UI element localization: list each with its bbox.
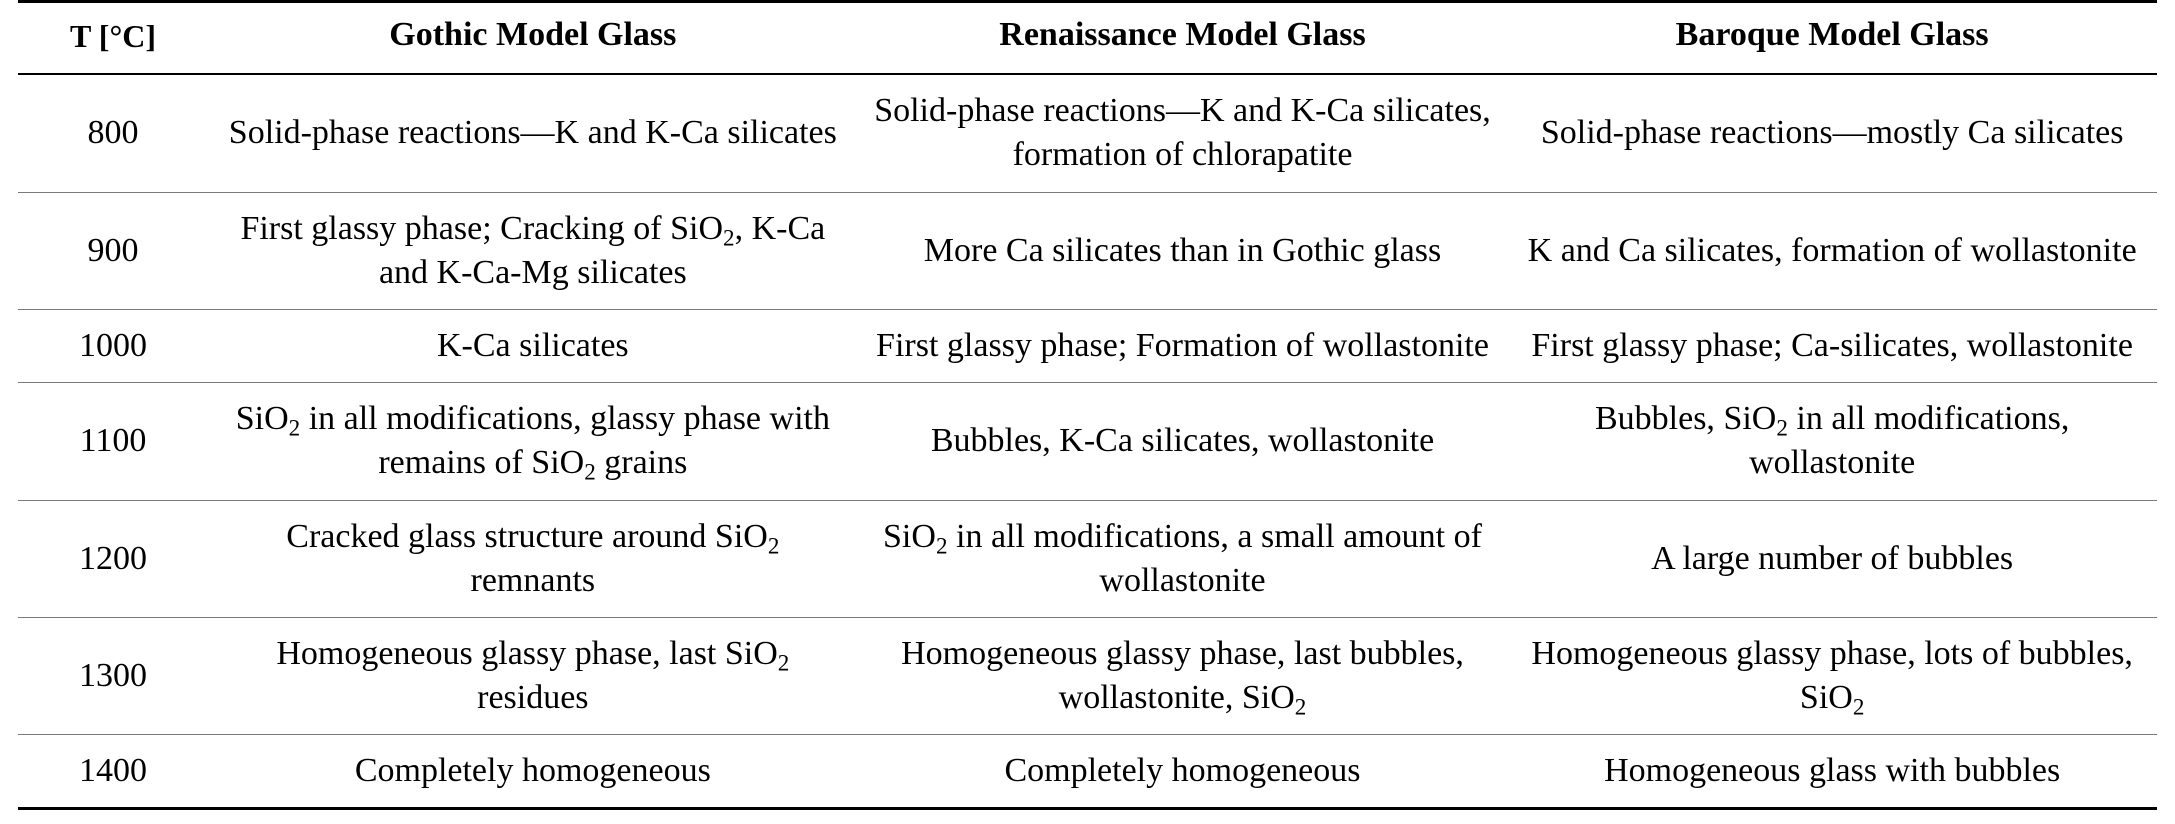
cell-renaissance-text: Bubbles, K-Ca silicates, wollastonite [930,422,1435,460]
cell-gothic-text: First glassy phase; Cracking of SiO$_2$, K-Ca and K-Ca-Mg silicates [240,209,826,291]
column-header-baroque [1507,2,2157,75]
cell-renaissance-text: Homogeneous glassy phase, last bubbles, wollastonite, SiO$_2$ [901,634,1464,721]
cell-gothic-text: Completely homogeneous [354,752,711,790]
cell-temperature-text: 1000 [79,326,147,364]
table-header [18,2,2157,75]
cell-gothic [208,617,858,734]
cell-renaissance-text: Solid-phase reactions—K and K-Ca silicates, formation of chlorapatite [874,92,1491,174]
cell-renaissance-text: First glassy phase; Formation of wollastonite [876,326,1489,364]
column-header-baroque-label: Baroque Model Glass [1675,16,1989,53]
column-header-temperature [18,2,208,75]
cell-gothic [208,735,858,809]
column-header-renaissance-label: Renaissance Model Glass [999,16,1366,53]
cell-temperature [18,74,208,192]
cell-baroque-text: K and Ca silicates, formation of wollastonite [1527,231,2137,269]
cell-temperature [18,383,208,500]
cell-gothic [208,192,858,309]
cell-baroque-text: Bubbles, SiO$_2$ in all modifications, wollastonite [1594,400,2070,482]
cell-renaissance [858,735,1508,809]
cell-gothic-text: Solid-phase reactions—K and K-Ca silicates [228,114,837,152]
cell-baroque [1507,309,2157,382]
cell-renaissance [858,192,1508,309]
table-body [18,74,2157,809]
table-row [18,735,2157,809]
column-header-gothic [208,2,858,75]
cell-baroque-text: Solid-phase reactions—mostly Ca silicates [1540,114,2124,152]
cell-baroque [1507,383,2157,500]
cell-gothic [208,383,858,500]
cell-renaissance-text: SiO$_2$ in all modifications, a small amount of wollastonite [883,517,1482,599]
cell-temperature-text: 800 [87,114,139,152]
cell-baroque [1507,617,2157,734]
cell-gothic-text: K-Ca silicates [437,326,629,364]
cell-temperature-text: 1400 [79,752,147,790]
cell-baroque [1507,74,2157,192]
table-row [18,192,2157,309]
cell-renaissance-text: Completely homogeneous [1004,752,1361,790]
cell-temperature [18,500,208,617]
table-row [18,500,2157,617]
table-row [18,74,2157,192]
cell-renaissance [858,500,1508,617]
cell-baroque [1507,735,2157,809]
cell-temperature [18,192,208,309]
cell-baroque-text: Homogeneous glass with bubbles [1604,752,2061,790]
cell-temperature [18,617,208,734]
cell-temperature-text: 1300 [79,656,147,694]
cell-renaissance [858,309,1508,382]
glass-phases-table [18,0,2157,810]
cell-baroque-text: First glassy phase; Ca-silicates, wollastonite [1531,326,2133,364]
cell-temperature-text: 1100 [79,422,147,460]
table-row [18,383,2157,500]
cell-gothic [208,500,858,617]
cell-gothic [208,309,858,382]
table-row [18,309,2157,382]
table-header-row [18,2,2157,75]
column-header-temperature-label: T [°C] [70,17,156,54]
cell-renaissance [858,617,1508,734]
cell-renaissance [858,383,1508,500]
cell-renaissance [858,74,1508,192]
cell-gothic-text: Cracked glass structure around SiO$_2$ remnants [286,517,780,599]
column-header-gothic-label: Gothic Model Glass [389,16,677,53]
cell-temperature [18,735,208,809]
cell-baroque [1507,500,2157,617]
cell-baroque-text: A large number of bubbles [1651,539,2014,577]
cell-temperature-text: 900 [87,231,139,269]
column-header-renaissance [858,2,1508,75]
cell-baroque-text: Homogeneous glassy phase, lots of bubbles, SiO$_2$ [1531,634,2133,721]
cell-renaissance-text: More Ca silicates than in Gothic glass [923,231,1442,269]
table-row [18,617,2157,734]
cell-gothic-text: SiO$_2$ in all modifications, glassy phase with remains of SiO$_2$ grains [235,400,830,486]
cell-gothic [208,74,858,192]
cell-temperature-text: 1200 [79,539,147,577]
cell-temperature [18,309,208,382]
cell-gothic-text: Homogeneous glassy phase, last SiO$_2$ residues [276,634,790,717]
cell-baroque [1507,192,2157,309]
